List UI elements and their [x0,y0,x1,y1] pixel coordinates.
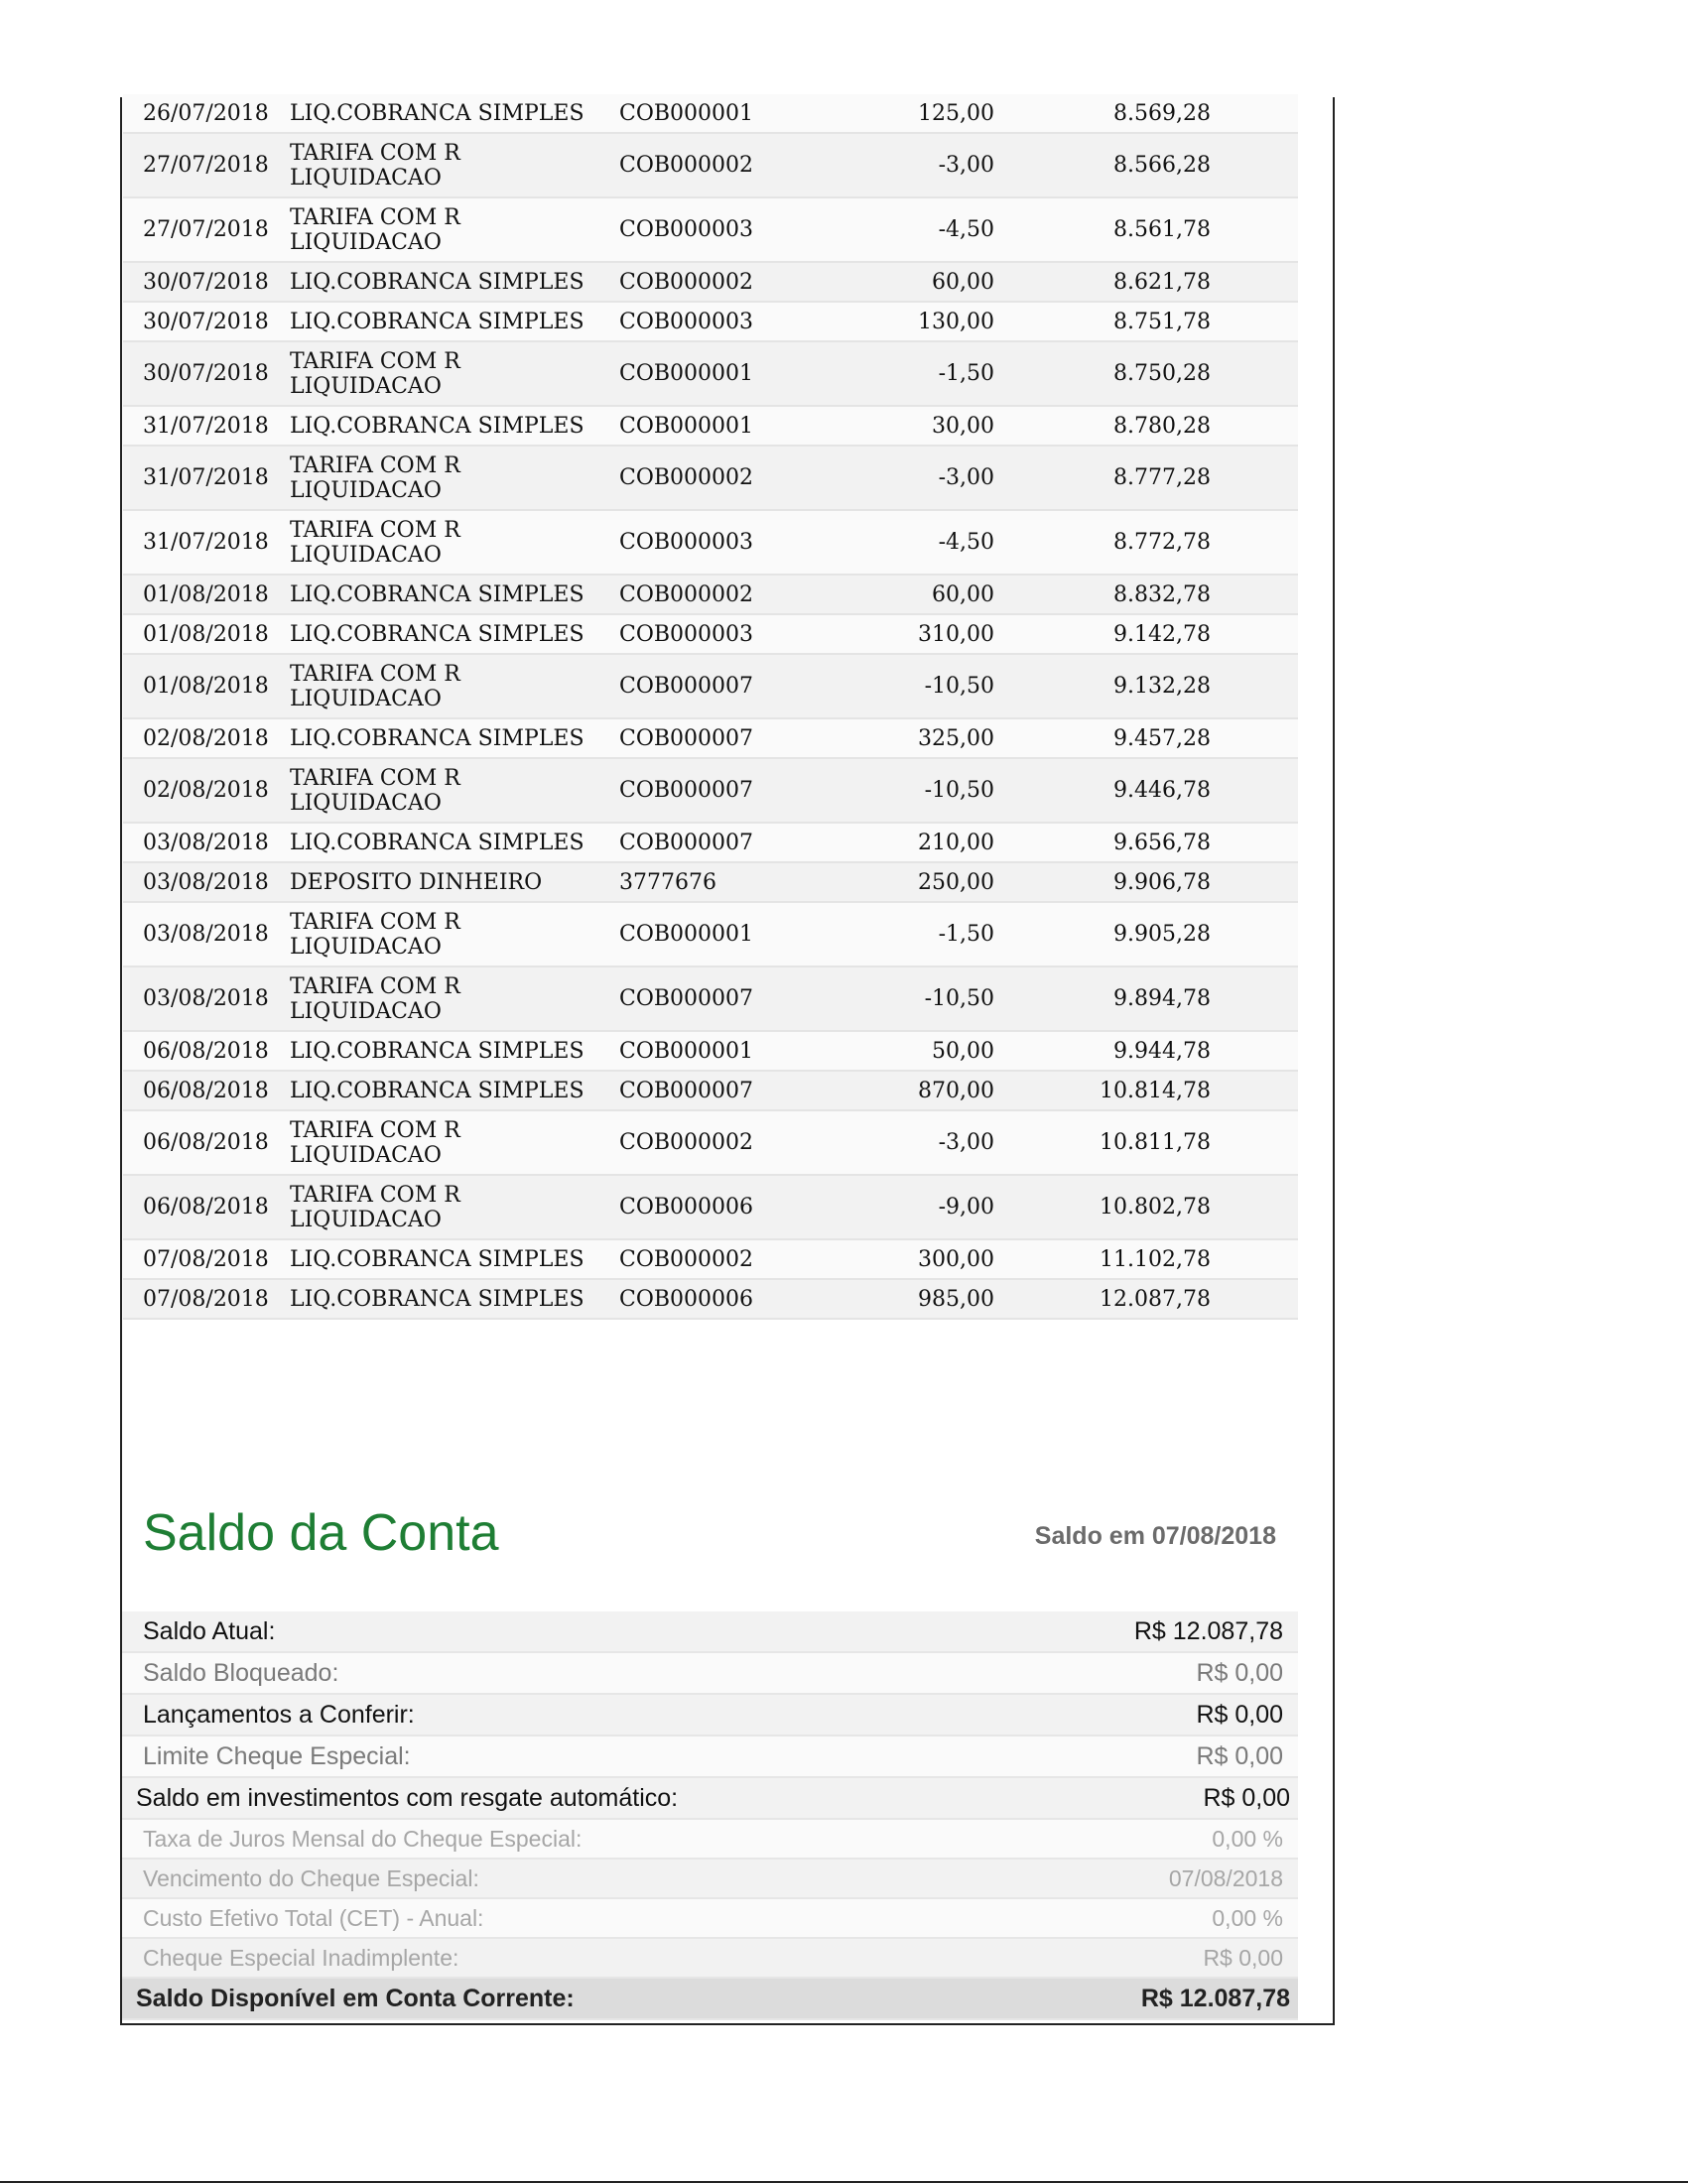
transaction-value: -4,50 [938,530,994,555]
saldo-summary-value: 0,00 % [1212,1825,1283,1852]
transaction-document: COB000007 [619,674,754,699]
transaction-row [123,719,1298,759]
saldo-summary-value: R$ 0,00 [1196,1741,1283,1770]
transaction-description-line: TARIFA COM R [290,1182,460,1208]
transaction-description [290,1118,619,1168]
transaction-document: COB000001 [619,361,754,386]
transaction-description [290,831,619,855]
transaction-value: 125,00 [918,100,994,126]
transaction-row [123,342,1298,407]
transaction-description-line: LIQ.COBRANCA SIMPLES [290,309,584,334]
transaction-document: COB000002 [619,581,754,607]
transaction-document: COB000003 [619,621,754,647]
transaction-balance: 9.656,78 [1113,830,1211,855]
saldo-summary-row [122,1778,1298,1820]
transaction-balance: 9.905,28 [1113,922,1211,947]
transaction-value: -3,00 [938,153,994,178]
transaction-balance: 11.102,78 [1100,1246,1211,1272]
saldo-summary-label: Vencimento do Cheque Especial: [143,1864,479,1891]
saldo-summary-value: R$ 12.087,78 [1140,1984,1290,2012]
transaction-description [290,349,619,399]
transaction-value: 870,00 [918,1078,994,1103]
transaction-date: 27/07/2018 [143,153,269,178]
saldo-summary-row [122,1736,1298,1778]
saldo-summary-label: Limite Cheque Especial: [143,1741,411,1770]
transaction-document: COB000007 [619,725,754,751]
transaction-description-line: LIQ.COBRANCA SIMPLES [290,1078,584,1103]
transaction-balance: 8.566,28 [1113,153,1211,178]
transaction-description-line: TARIFA COM R [290,517,460,543]
transaction-description [290,622,619,647]
transaction-date: 07/08/2018 [143,1286,269,1312]
transaction-date: 03/08/2018 [143,922,269,947]
transaction-description [290,453,619,503]
transaction-description-line: TARIFA COM R [290,973,460,999]
transaction-row [123,407,1298,447]
transaction-value: -1,50 [938,922,994,947]
transaction-balance: 9.944,78 [1113,1038,1211,1064]
transaction-row [123,1072,1298,1111]
frame-right-border [1333,97,1335,2025]
transaction-description [290,1079,619,1103]
transaction-date: 06/08/2018 [143,1130,269,1155]
saldo-summary-row [122,1979,1298,2020]
transaction-description [290,582,619,607]
transaction-date: 07/08/2018 [143,1246,269,1272]
saldo-summary-value: R$ 12.087,78 [1133,1616,1283,1645]
saldo-summary-label: Taxa de Juros Mensal do Cheque Especial: [143,1825,583,1852]
transaction-row [123,1176,1298,1240]
transaction-row [123,903,1298,967]
transaction-description [290,1287,619,1312]
transaction-balance: 8.621,78 [1113,269,1211,295]
transaction-description-line: LIQUIDACAO [290,998,442,1024]
frame-bottom-border [120,2023,1335,2025]
transaction-document: COB000002 [619,153,754,178]
transaction-date: 31/07/2018 [143,530,269,555]
transaction-value: 130,00 [918,309,994,334]
transaction-row [123,1240,1298,1280]
saldo-summary-value: R$ 0,00 [1196,1700,1283,1729]
saldo-summary-value: R$ 0,00 [1203,1783,1290,1812]
saldo-summary-table [122,1611,1298,2020]
transaction-description-line: LIQ.COBRANCA SIMPLES [290,100,584,126]
transaction-description [290,270,619,295]
saldo-summary-row [122,1653,1298,1695]
transaction-description-line: LIQUIDACAO [290,1142,442,1168]
transaction-value: 60,00 [932,581,994,607]
transaction-description-line: LIQUIDACAO [290,790,442,816]
transaction-description-line: LIQUIDACAO [290,686,442,711]
transaction-balance: 8.751,78 [1113,309,1211,334]
transaction-row [123,615,1298,655]
transaction-value: 310,00 [918,621,994,647]
transaction-description [290,1247,619,1272]
saldo-title: Saldo da Conta [143,1504,499,1562]
transaction-description [290,414,619,439]
transaction-value: -10,50 [924,986,994,1011]
transaction-document: COB000001 [619,922,754,947]
transaction-document: COB000002 [619,1130,754,1155]
transaction-balance: 10.814,78 [1100,1078,1211,1103]
transaction-description-line: TARIFA COM R [290,909,460,935]
transaction-description-line: LIQ.COBRANCA SIMPLES [290,269,584,295]
transaction-value: 985,00 [918,1286,994,1312]
transaction-balance: 9.906,78 [1113,869,1211,895]
transaction-description-line: TARIFA COM R [290,765,460,791]
transaction-date: 31/07/2018 [143,413,269,439]
saldo-summary-label: Custo Efetivo Total (CET) - Anual: [143,1904,484,1931]
transaction-description-line: TARIFA COM R [290,452,460,478]
transaction-date: 01/08/2018 [143,621,269,647]
transaction-description [290,974,619,1024]
saldo-summary-label: Saldo Atual: [143,1616,276,1645]
transaction-description [290,518,619,568]
transaction-description [290,1183,619,1232]
transaction-description-line: LIQUIDACAO [290,229,442,255]
transaction-value: 325,00 [918,725,994,751]
transaction-description-line: LIQ.COBRANCA SIMPLES [290,830,584,855]
saldo-summary-value: 0,00 % [1212,1904,1283,1931]
transaction-row [123,198,1298,263]
transaction-description [290,766,619,816]
transaction-balance: 8.750,28 [1113,361,1211,386]
transaction-description [290,141,619,191]
transaction-value: -4,50 [938,217,994,242]
transaction-document: COB000001 [619,413,754,439]
transaction-document: COB000003 [619,530,754,555]
transaction-balance: 9.142,78 [1113,621,1211,647]
transaction-date: 02/08/2018 [143,778,269,803]
transaction-balance: 9.894,78 [1113,986,1211,1011]
transaction-row [123,447,1298,511]
transaction-description [290,910,619,960]
saldo-summary-label: Saldo em investimentos com resgate automático: [136,1783,679,1812]
transaction-document: COB000007 [619,830,754,855]
transaction-balance: 8.832,78 [1113,581,1211,607]
transaction-balance: 8.561,78 [1113,217,1211,242]
saldo-summary-row [122,1899,1298,1939]
saldo-summary-value: R$ 0,00 [1203,1944,1283,1971]
saldo-summary-label: Cheque Especial Inadimplente: [143,1944,459,1971]
transaction-date: 31/07/2018 [143,465,269,490]
transaction-description-line: LIQ.COBRANCA SIMPLES [290,1038,584,1064]
transaction-value: 300,00 [918,1246,994,1272]
saldo-summary-row [122,1695,1298,1736]
transaction-description [290,726,619,751]
transaction-date: 30/07/2018 [143,269,269,295]
transaction-document: COB000002 [619,1246,754,1272]
transaction-row [123,134,1298,198]
transaction-document: COB000001 [619,100,754,126]
transaction-description [290,205,619,255]
transaction-description-line: LIQ.COBRANCA SIMPLES [290,621,584,647]
transaction-document: COB000007 [619,1078,754,1103]
transaction-row [123,824,1298,863]
transaction-date: 01/08/2018 [143,674,269,699]
transaction-row [123,263,1298,303]
transaction-description-line: TARIFA COM R [290,348,460,374]
transaction-description-line: LIQUIDACAO [290,934,442,960]
transaction-date: 30/07/2018 [143,309,269,334]
transaction-row [123,655,1298,719]
transaction-description-line: DEPOSITO DINHEIRO [290,869,543,895]
transaction-value: 250,00 [918,869,994,895]
transaction-description [290,870,619,895]
transaction-row [123,94,1298,134]
transaction-value: -10,50 [924,778,994,803]
transaction-value: -1,50 [938,361,994,386]
transaction-balance: 9.446,78 [1113,778,1211,803]
transaction-row [123,863,1298,903]
transaction-description-line: LIQ.COBRANCA SIMPLES [290,1286,584,1312]
transaction-document: COB000007 [619,778,754,803]
transaction-description [290,1039,619,1064]
transaction-balance: 8.777,28 [1113,465,1211,490]
transaction-document: 3777676 [619,869,716,895]
transaction-date: 26/07/2018 [143,100,269,126]
transaction-description-line: LIQ.COBRANCA SIMPLES [290,725,584,751]
transaction-row [123,576,1298,615]
transaction-value: -10,50 [924,674,994,699]
transaction-description-line: LIQUIDACAO [290,1207,442,1232]
saldo-summary-row [122,1939,1298,1979]
transaction-balance: 8.772,78 [1113,530,1211,555]
transaction-date: 06/08/2018 [143,1038,269,1064]
transaction-date: 30/07/2018 [143,361,269,386]
transaction-value: 210,00 [918,830,994,855]
transaction-date: 02/08/2018 [143,725,269,751]
transaction-description-line: LIQ.COBRANCA SIMPLES [290,413,584,439]
transaction-description-line: TARIFA COM R [290,661,460,687]
transaction-value: 50,00 [932,1038,994,1064]
transaction-description-line: LIQUIDACAO [290,477,442,503]
transaction-balance: 12.087,78 [1100,1286,1211,1312]
transaction-document: COB000001 [619,1038,754,1064]
saldo-summary-label: Saldo Disponível em Conta Corrente: [136,1984,575,2012]
transaction-row [123,303,1298,342]
saldo-summary-row [122,1820,1298,1860]
transaction-date: 06/08/2018 [143,1078,269,1103]
transaction-description-line: TARIFA COM R [290,140,460,166]
transaction-balance: 10.802,78 [1100,1195,1211,1220]
transaction-description-line: LIQ.COBRANCA SIMPLES [290,1246,584,1272]
transaction-row [123,1280,1298,1320]
transaction-description-line: TARIFA COM R [290,204,460,230]
saldo-summary-label: Saldo Bloqueado: [143,1658,339,1687]
transaction-value: 60,00 [932,269,994,295]
transaction-description [290,662,619,711]
transaction-row [123,511,1298,576]
saldo-date-label: Saldo em 07/08/2018 [1034,1522,1276,1550]
transaction-description [290,101,619,126]
transaction-row [123,1111,1298,1176]
transaction-value: -3,00 [938,465,994,490]
transaction-date: 27/07/2018 [143,217,269,242]
transaction-balance: 8.569,28 [1113,100,1211,126]
transaction-row [123,967,1298,1032]
saldo-summary-row [122,1860,1298,1899]
transaction-date: 01/08/2018 [143,581,269,607]
transaction-document: COB000003 [619,309,754,334]
transaction-document: COB000006 [619,1286,754,1312]
saldo-summary-value: R$ 0,00 [1196,1658,1283,1687]
transactions-table [123,94,1298,1320]
transaction-document: COB000007 [619,986,754,1011]
transaction-date: 06/08/2018 [143,1195,269,1220]
transaction-description-line: TARIFA COM R [290,1117,460,1143]
transaction-document: COB000002 [619,465,754,490]
saldo-summary-value: 07/08/2018 [1168,1864,1283,1891]
transaction-value: 30,00 [932,413,994,439]
transaction-row [123,759,1298,824]
transaction-date: 03/08/2018 [143,830,269,855]
saldo-summary-label: Lançamentos a Conferir: [143,1700,415,1729]
page-bottom-rule [0,2181,1688,2183]
transaction-row [123,1032,1298,1072]
transaction-document: COB000006 [619,1195,754,1220]
transaction-description-line: LIQ.COBRANCA SIMPLES [290,581,584,607]
transaction-document: COB000002 [619,269,754,295]
transaction-date: 03/08/2018 [143,986,269,1011]
transaction-description-line: LIQUIDACAO [290,373,442,399]
transaction-description-line: LIQUIDACAO [290,542,442,568]
frame-left-border-top [120,97,122,1459]
transaction-balance: 8.780,28 [1113,413,1211,439]
transaction-value: -3,00 [938,1130,994,1155]
transaction-balance: 9.457,28 [1113,725,1211,751]
transaction-description [290,310,619,334]
transaction-balance: 9.132,28 [1113,674,1211,699]
transaction-value: -9,00 [938,1195,994,1220]
transaction-document: COB000003 [619,217,754,242]
saldo-summary-row [122,1611,1298,1653]
transaction-date: 03/08/2018 [143,869,269,895]
transaction-balance: 10.811,78 [1100,1130,1211,1155]
transaction-description-line: LIQUIDACAO [290,165,442,191]
